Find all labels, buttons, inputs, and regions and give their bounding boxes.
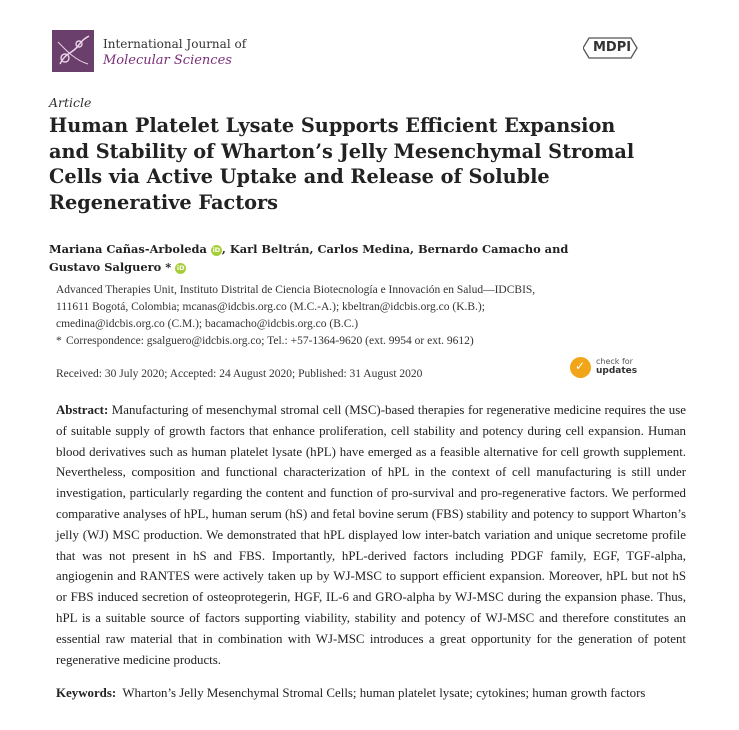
keywords-text: Wharton’s Jelly Mesenchymal Stromal Cells; human platelet lysate; cytokines; human growth factors <box>122 686 646 700</box>
author-separator: , <box>410 242 418 256</box>
check-for-updates-button[interactable] <box>570 355 640 381</box>
correspondence-star: * <box>56 335 62 347</box>
check-badge-line1: check for <box>596 357 633 366</box>
affiliations <box>56 282 676 350</box>
affiliation-line: Advanced Therapies Unit, Instituto Distrital de Ciencia Biotecnología e Innovación en Salud—IDCBIS, <box>56 284 536 296</box>
publisher-name: MDPI <box>593 40 632 55</box>
keywords <box>56 683 686 703</box>
author-separator: , <box>309 242 318 256</box>
check-badge-line2: updates <box>596 366 638 376</box>
article-title: Human Platelet Lysate Supports Efficient Expansion and Stability of Wharton’s Jelly Mesenchymal Stromal Cells via Active Uptake and Release of Soluble Regenerative Factors <box>49 114 635 214</box>
orcid-icon[interactable]: iD <box>212 246 221 254</box>
article-type: Article <box>49 95 92 110</box>
molecule-logo-icon <box>52 30 94 72</box>
affiliation-line: cmedina@idcbis.org.co (C.M.); bacamacho@idcbis.org.co (B.C.) <box>56 318 359 330</box>
author-separator: , <box>221 242 230 256</box>
journal-logo <box>52 30 94 72</box>
journal-name-line2: Molecular Sciences <box>103 53 232 68</box>
correspondence-line <box>56 333 676 350</box>
author-and: and <box>540 242 569 256</box>
author-name[interactable]: Gustavo Salguero <box>49 260 162 274</box>
journal-name-line1: International Journal of <box>103 37 247 51</box>
checkmark-icon <box>570 357 591 378</box>
affiliation-line: 111611 Bogotá, Colombia; mcanas@idcbis.org.co (M.C.-A.); kbeltran@idcbis.org.co (K.B.); <box>56 301 485 313</box>
publication-dates: Received: 30 July 2020; Accepted: 24 August 2020; Published: 31 August 2020 <box>56 368 423 380</box>
corresponding-star: * <box>161 260 172 274</box>
orcid-icon[interactable]: iD <box>176 264 185 272</box>
abstract-text: Manufacturing of mesenchymal stromal cell (MSC)-based therapies for regenerative medicine requires the use of suitable supply of growth factors that enhance proliferation, cell stability and potency during cell expansion. Human blood derivatives such as human platelet lysate (hPL) have emerged as a feasible alternative for cell growth supplement. Nevertheless, composition and functional characterization of hPL in the context of cell manufacturing is still under investigation, particularly regarding the content and function of pro-survival and pro-regenerative factors. We performed comparative analyses of hPL, human serum (hS) and fetal bovine serum (FBS) stability and potency to support Wharton’s jelly (WJ) MSC production. We demonstrated that hPL displayed low inter-batch variation and unique secretome profile that was not present in hS and FBS. Importantly, hPL-derived factors including PDGF family, EGF, TGF-alpha, angiogenin and RANTES were actively taken up by WJ-MSC to support efficient expansion. Moreover, hPL but not hS or FBS induced secretion of osteoprotegerin, HGF, IL-6 and GRO-alpha by WJ-MSC during the expansion phase. Thus, hPL is a suitable source of factors supporting viability, stability and potency of WJ-MSC and therefore constitutes an essential raw material that in combination with WJ-MSC introduces a great opportunity for the generation of potent regenerative medicine products. <box>56 403 686 667</box>
abstract <box>56 400 686 670</box>
correspondence-text: Correspondence: gsalguero@idcbis.org.co; Tel.: +57-1364-9620 (ext. 9954 or ext. 9612) <box>66 335 474 347</box>
author-name[interactable]: Karl Beltrán <box>229 242 310 256</box>
keywords-label: Keywords: <box>56 686 117 700</box>
author-name[interactable]: Mariana Cañas-Arboleda <box>49 242 207 256</box>
checkmark-glyph: ✓ <box>575 359 586 373</box>
author-name[interactable]: Bernardo Camacho <box>417 242 541 256</box>
author-list <box>49 240 609 276</box>
author-name[interactable]: Carlos Medina <box>317 242 411 256</box>
publisher-logo <box>587 40 632 55</box>
abstract-label: Abstract: <box>56 403 109 417</box>
